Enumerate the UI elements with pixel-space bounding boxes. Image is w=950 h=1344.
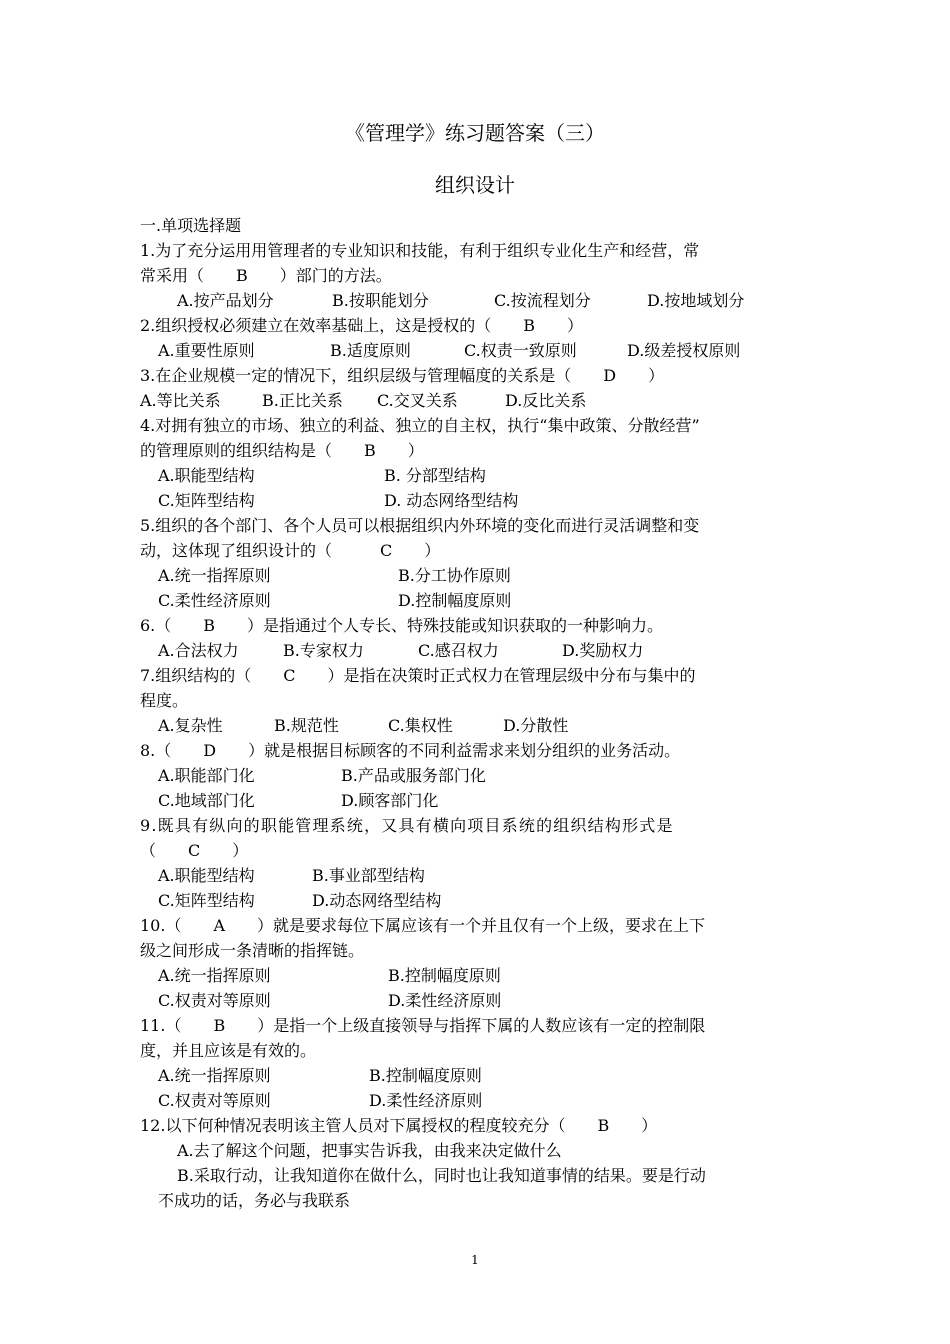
question-5-line-1: 5.组织的各个部门、各个人员可以根据组织内外环境的变化而进行灵活调整和变	[140, 516, 700, 535]
option-d: D.柔性经济原则	[388, 991, 502, 1010]
option-a: A.职能部门化	[158, 766, 255, 785]
option-b: B.适度原则	[330, 341, 411, 360]
question-4-line-2: 的管理原则的组织结构是（ B ）	[140, 441, 424, 460]
option-d: D.柔性经济原则	[369, 1091, 483, 1110]
option-b: B.专家权力	[283, 641, 364, 660]
question-9-options-row-1	[140, 863, 812, 888]
question-4-line-1: 4.对拥有独立的市场、独立的利益、独立的自主权，执行“集中政策、分散经营”	[140, 416, 700, 435]
option-c: C.权责对等原则	[158, 1091, 271, 1110]
question-7-line-2: 程度。	[140, 691, 189, 710]
option-d: D.级差授权原则	[627, 341, 741, 360]
question-3: 3.在企业规模一定的情况下，组织层级与管理幅度的关系是（ D ）	[140, 366, 665, 385]
question-11-options-row-1	[140, 1063, 812, 1088]
question-4-options-row-2	[140, 488, 812, 513]
document-subtitle: 组织设计	[435, 173, 515, 197]
document-title: 《管理学》练习题答案（三）	[345, 121, 605, 145]
option-c: C.感召权力	[418, 641, 499, 660]
option-c: C.按流程划分	[494, 291, 591, 310]
option-b: B.按职能划分	[332, 291, 429, 310]
question-6: 6.（ B ）是指通过个人专长、特殊技能或知识获取的一种影响力。	[140, 616, 664, 635]
option-d: D.控制幅度原则	[398, 591, 512, 610]
option-b: B.控制幅度原则	[369, 1066, 482, 1085]
question-12-option-b-line-1: B.采取行动，让我知道你在做什么，同时也让我知道事情的结果。要是行动	[177, 1166, 706, 1185]
option-a: A.职能型结构	[158, 466, 255, 485]
option-c: C.矩阵型结构	[158, 891, 255, 910]
question-11-options-row-2	[140, 1088, 812, 1113]
option-d: D.奖励权力	[562, 641, 644, 660]
question-6-options	[140, 638, 812, 663]
question-3-options	[140, 388, 812, 413]
option-d: D.按地域划分	[647, 291, 745, 310]
question-10-line-1: 10.（ A ）就是要求每位下属应该有一个并且仅有一个上级，要求在上下	[140, 916, 706, 935]
question-1-line-2: 常采用（ B ）部门的方法。	[140, 266, 392, 285]
option-a: A.统一指挥原则	[158, 566, 271, 585]
question-1-line-1: 1.为了充分运用用管理者的专业知识和技能，有利于组织专业化生产和经营，常	[140, 241, 700, 260]
option-c: C.集权性	[388, 716, 453, 735]
option-b: B.事业部型结构	[312, 866, 425, 885]
question-2: 2.组织授权必须建立在效率基础上，这是授权的（ B ）	[140, 316, 584, 335]
option-c: C.地域部门化	[158, 791, 255, 810]
question-5-options-row-2	[140, 588, 812, 613]
option-c: C.权责一致原则	[464, 341, 577, 360]
question-list	[140, 213, 812, 1213]
question-12-option-b-line-2: 不成功的话，务必与我联系	[158, 1191, 351, 1210]
option-b: B.规范性	[274, 716, 339, 735]
option-d: D.顾客部门化	[341, 791, 439, 810]
option-b: B.产品或服务部门化	[341, 766, 486, 785]
question-9-line-2: （ C ）	[140, 841, 249, 860]
question-12: 12.以下何种情况表明该主管人员对下属授权的程度较充分（ B ）	[140, 1116, 658, 1135]
option-d: D.反比关系	[505, 391, 587, 410]
page-number: 1	[471, 1253, 479, 1267]
option-b: B. 分部型结构	[384, 466, 486, 485]
option-d: D.分散性	[503, 716, 569, 735]
question-9-line-1: 9.既具有纵向的职能管理系统，又具有横向项目系统的组织结构形式是	[140, 816, 674, 835]
option-a: A.合法权力	[158, 641, 239, 660]
option-b: B.控制幅度原则	[388, 966, 501, 985]
option-c: C.权责对等原则	[158, 991, 271, 1010]
question-9-options-row-2	[140, 888, 812, 913]
question-2-options	[140, 338, 812, 363]
option-a: A.重要性原则	[158, 341, 255, 360]
option-a: A.职能型结构	[158, 866, 255, 885]
option-b: B.分工协作原则	[398, 566, 511, 585]
question-1-options	[140, 288, 812, 313]
option-b: B.正比关系	[262, 391, 343, 410]
option-c: C.矩阵型结构	[158, 491, 255, 510]
question-10-line-2: 级之间形成一条清晰的指挥链。	[140, 941, 365, 960]
option-a: A.统一指挥原则	[158, 966, 271, 985]
question-11-line-1: 11.（ B ）是指一个上级直接领导与指挥下属的人数应该有一定的控制限	[140, 1016, 706, 1035]
option-d: D.动态网络型结构	[312, 891, 442, 910]
question-12-option-a: A.去了解这个问题，把事实告诉我，由我来决定做什么	[177, 1141, 562, 1160]
option-a: A.统一指挥原则	[158, 1066, 271, 1085]
option-c: C.交叉关系	[377, 391, 458, 410]
question-7-options	[140, 713, 812, 738]
question-7-line-1: 7.组织结构的（ C ）是指在决策时正式权力在管理层级中分布与集中的	[140, 666, 696, 685]
option-c: C.柔性经济原则	[158, 591, 271, 610]
question-5-options-row-1	[140, 563, 812, 588]
question-10-options-row-2	[140, 988, 812, 1013]
section-heading: 一.单项选择题	[140, 216, 242, 235]
option-a: A.复杂性	[158, 716, 223, 735]
option-a: A.按产品划分	[177, 291, 274, 310]
question-10-options-row-1	[140, 963, 812, 988]
question-8-options-row-2	[140, 788, 812, 813]
question-11-line-2: 度，并且应该是有效的。	[140, 1041, 317, 1060]
option-a: A.等比关系	[140, 391, 221, 410]
question-4-options-row-1	[140, 463, 812, 488]
question-5-line-2: 动，这体现了组织设计的（ C ）	[140, 541, 441, 560]
option-d: D. 动态网络型结构	[384, 491, 519, 510]
question-8: 8.（ D ）就是根据目标顾客的不同利益需求来划分组织的业务活动。	[140, 741, 681, 760]
question-8-options-row-1	[140, 763, 812, 788]
